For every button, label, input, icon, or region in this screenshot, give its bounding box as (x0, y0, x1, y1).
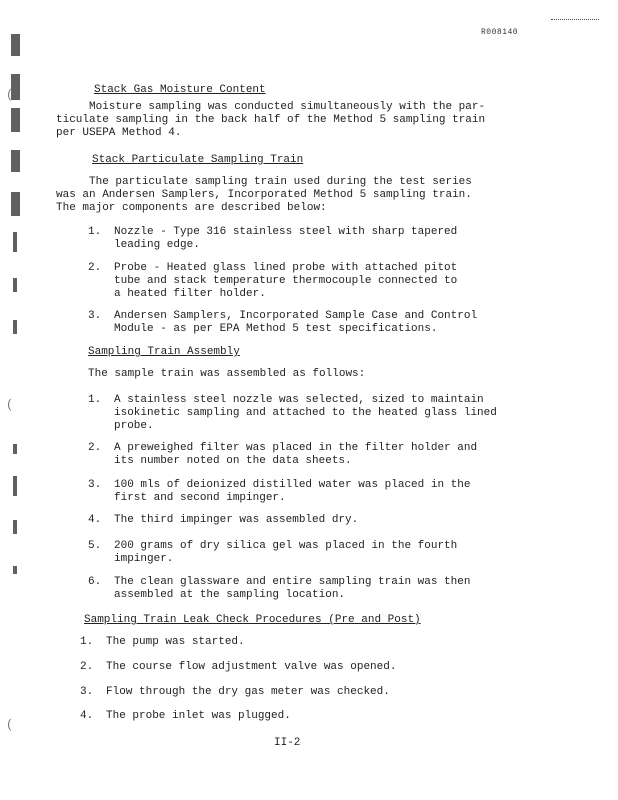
list-number: 1. (80, 636, 94, 648)
binder-mark (11, 150, 20, 172)
binder-mark (13, 476, 17, 496)
stray-mark: ( (6, 398, 14, 412)
list-text: 200 grams of dry silica gel was placed in the fourth impinger. (114, 540, 458, 565)
binder-mark (13, 566, 17, 574)
list-text: Probe - Heated glass lined probe with attached pitot tube and stack temperature thermocouple connected to a heated filter holder. (114, 262, 458, 300)
list-text: The clean glassware and entire sampling train was then assembled at the sampling location. (114, 576, 471, 601)
list-text: A preweighed filter was placed in the filter holder and its number noted on the data sheets. (114, 442, 478, 467)
binder-mark (11, 108, 20, 132)
list-number: 4. (80, 710, 94, 722)
list-text: The probe inlet was plugged. (106, 710, 291, 722)
list-text: The pump was started. (106, 636, 245, 648)
section-paragraph: The particulate sampling train used during the test series was an Andersen Samplers, Incorporated Method 5 sampling train. The major components are described below: (56, 176, 472, 214)
list-text: A stainless steel nozzle was selected, sized to maintain isokinetic sampling and attached to the heated glass lined probe. (114, 394, 497, 432)
section-heading: Stack Particulate Sampling Train (92, 154, 304, 166)
binder-mark (13, 520, 17, 534)
list-text: The third impinger was assembled dry. (114, 514, 359, 526)
section-heading: Sampling Train Assembly (88, 346, 240, 358)
list-text: 100 mls of deionized distilled water was placed in the first and second impinger. (114, 479, 471, 504)
list-number: 3. (88, 310, 102, 322)
binder-mark (11, 34, 20, 56)
list-text: Nozzle - Type 316 stainless steel with sharp tapered leading edge. (114, 226, 458, 251)
binder-mark (13, 320, 17, 334)
document-id: R008140 (481, 28, 519, 37)
binder-mark (13, 278, 17, 292)
list-number: 2. (88, 442, 102, 454)
list-number: 3. (88, 479, 102, 491)
list-number: 2. (80, 661, 94, 673)
section-heading: Sampling Train Leak Check Procedures (Pre and Post) (84, 614, 421, 626)
stray-mark: ( (6, 88, 14, 102)
list-number: 6. (88, 576, 102, 588)
list-number: 4. (88, 514, 102, 526)
section-paragraph: Moisture sampling was conducted simultaneously with the par- ticulate sampling in the back half of the Method 5 sampling train per USEPA Method 4. (56, 101, 486, 139)
list-number: 1. (88, 394, 102, 406)
stray-mark: ( (6, 718, 14, 732)
section-heading: Stack Gas Moisture Content (94, 84, 266, 96)
list-number: 2. (88, 262, 102, 274)
binder-mark (13, 232, 17, 252)
binder-mark (11, 192, 20, 216)
list-number: 5. (88, 540, 102, 552)
page-number: II-2 (274, 737, 301, 749)
list-text: The course flow adjustment valve was opened. (106, 661, 397, 673)
list-number: 1. (88, 226, 102, 238)
corner-dots (551, 19, 599, 20)
list-text: Andersen Samplers, Incorporated Sample Case and Control Module - as per EPA Method 5 test specifications. (114, 310, 478, 335)
list-number: 3. (80, 686, 94, 698)
section-paragraph: The sample train was assembled as follows: (88, 368, 366, 380)
binder-mark (13, 444, 17, 454)
list-text: Flow through the dry gas meter was checked. (106, 686, 390, 698)
